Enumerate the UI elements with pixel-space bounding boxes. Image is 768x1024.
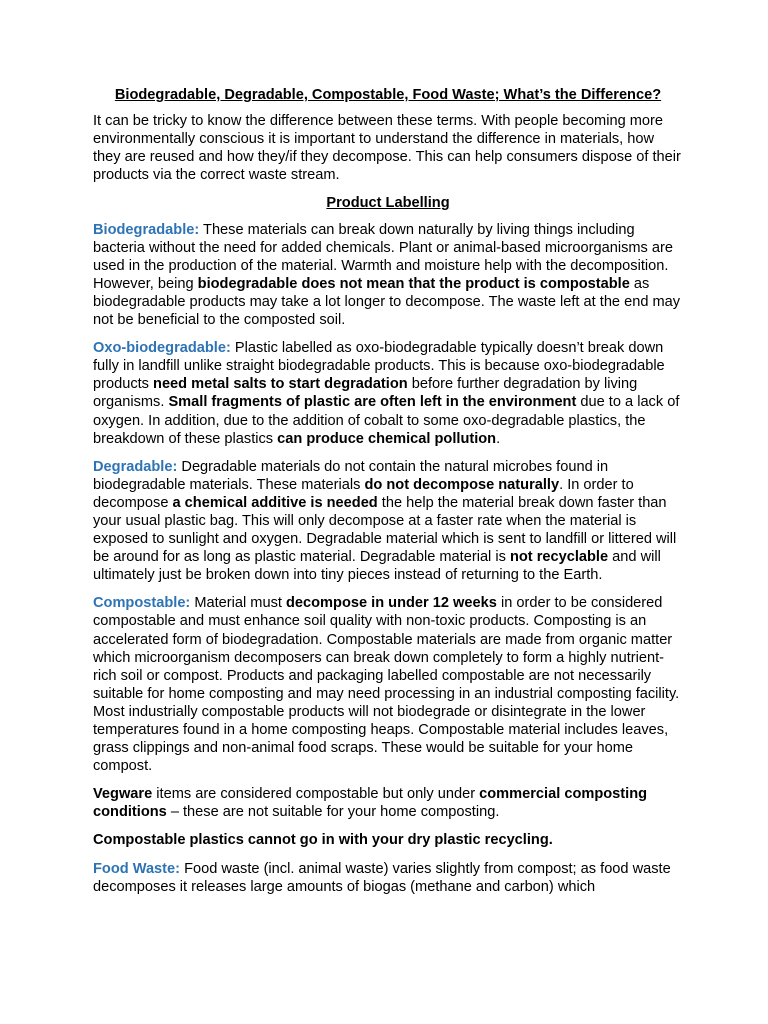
section-heading: Product Labelling bbox=[326, 195, 450, 212]
bold-run: need metal salts to start degradation bbox=[153, 376, 408, 393]
bold-run: a chemical additive is needed bbox=[172, 494, 378, 511]
bold-run: Small fragments of plastic are often left in the environment bbox=[168, 394, 577, 411]
degradable-term: Degradable: bbox=[93, 458, 178, 475]
bold-note: Compostable plastics cannot go in with your dry plastic recycling. bbox=[93, 832, 553, 849]
document-page bbox=[93, 86, 683, 906]
text-run: Degradable materials do not contain the natural microbes found in biodegradable materials. These materials bbox=[93, 458, 609, 493]
document-title: Biodegradable, Degradable, Compostable, Food Waste; What’s the Difference? bbox=[114, 87, 662, 103]
oxo-biodegradable-paragraph bbox=[93, 339, 683, 448]
bold-run: commercial composting conditions bbox=[93, 786, 648, 821]
vegware-brand: Vegware bbox=[93, 786, 153, 803]
text-run: Food waste (incl. animal waste) varies slightly from compost; as food waste decomposes it releases large amounts of biogas (methane and carbon) which bbox=[93, 860, 671, 895]
compostable-term: Compostable: bbox=[93, 595, 191, 612]
bold-run: do not decompose naturally bbox=[364, 476, 560, 493]
text-run: . bbox=[496, 430, 501, 447]
bold-run: not recyclable bbox=[509, 549, 609, 566]
oxo-biodegradable-term: Oxo-biodegradable: bbox=[93, 340, 231, 357]
text-run: items are considered compostable but only under bbox=[152, 786, 480, 803]
food-waste-paragraph bbox=[93, 860, 683, 896]
bold-run: can produce chemical pollution bbox=[277, 430, 497, 447]
food-waste-term: Food Waste: bbox=[93, 860, 181, 877]
text-run: in order to be considered compostable and must enhance soil quality with non-toxic products. Composting is an accelerated form of biodegradation. Compostable materials are made from organic matter which microorganism decomposers can break down completely to form a highly nutrient-rich soil or compost. Products and packaging labelled compostable are not necessarily suitable for home composting and may need processing in an industrial composting facility. Most industrially compostable products will not biodegrade or disintegrate in the lower temperatures found in a home composting heaps. Compostable material includes leaves, grass clippings and non-animal food scraps. These would be suitable for your home compost. bbox=[93, 595, 680, 775]
text-run: – these are not suitable for your home composting. bbox=[166, 804, 500, 821]
biodegradable-paragraph bbox=[93, 221, 683, 330]
text-run: Material must bbox=[190, 595, 286, 612]
bold-run: decompose in under 12 weeks bbox=[286, 595, 497, 612]
compostable-plastics-note bbox=[93, 831, 683, 849]
text-run: due to a lack of oxygen. In addition, due to the addition of cobalt to some oxo-degradable plastics, the breakdown of these plastics bbox=[93, 394, 680, 447]
text-run: and will ultimately just be broken down into tiny pieces instead of returning to the Earth. bbox=[93, 549, 661, 584]
text-run: before further degradation by living organisms. bbox=[93, 376, 638, 411]
compostable-paragraph bbox=[93, 594, 683, 775]
text-run: . In order to decompose bbox=[93, 476, 634, 511]
text-run: the help the material break down faster than your usual plastic bag. This will only decompose at a faster rate when the material is exposed to sunlight and oxygen. Degradable material which is sent to landfill or littered will be around for as long as plastic material. Degradable material is bbox=[93, 494, 677, 566]
text-run: as biodegradable products may take a lot longer to decompose. The waste left at the end may not be beneficial to the composted soil. bbox=[93, 275, 681, 329]
biodegradable-term: Biodegradable: bbox=[93, 221, 200, 238]
intro-paragraph: It can be tricky to know the difference between these terms. With people becoming more environmentally conscious it is important to understand the difference in materials, how they are reused and how they/if they decompose. This can help consumers dispose of their products via the correct waste stream. bbox=[93, 113, 681, 184]
text-run: These materials can break down naturally by living things including bacteria without the need for added chemicals. Plant or animal-based microorganisms are used in the production of the material. Warmth and moisture help with the decomposition. However, being bbox=[93, 221, 673, 292]
bold-run: biodegradable does not mean that the product is compostable bbox=[197, 275, 630, 292]
text-run: Plastic labelled as oxo-biodegradable typically doesn’t break down fully in landfill unlike straight biodegradable products. This is because oxo-biodegradable products bbox=[93, 340, 665, 393]
vegware-paragraph bbox=[93, 785, 683, 821]
degradable-paragraph bbox=[93, 458, 683, 585]
